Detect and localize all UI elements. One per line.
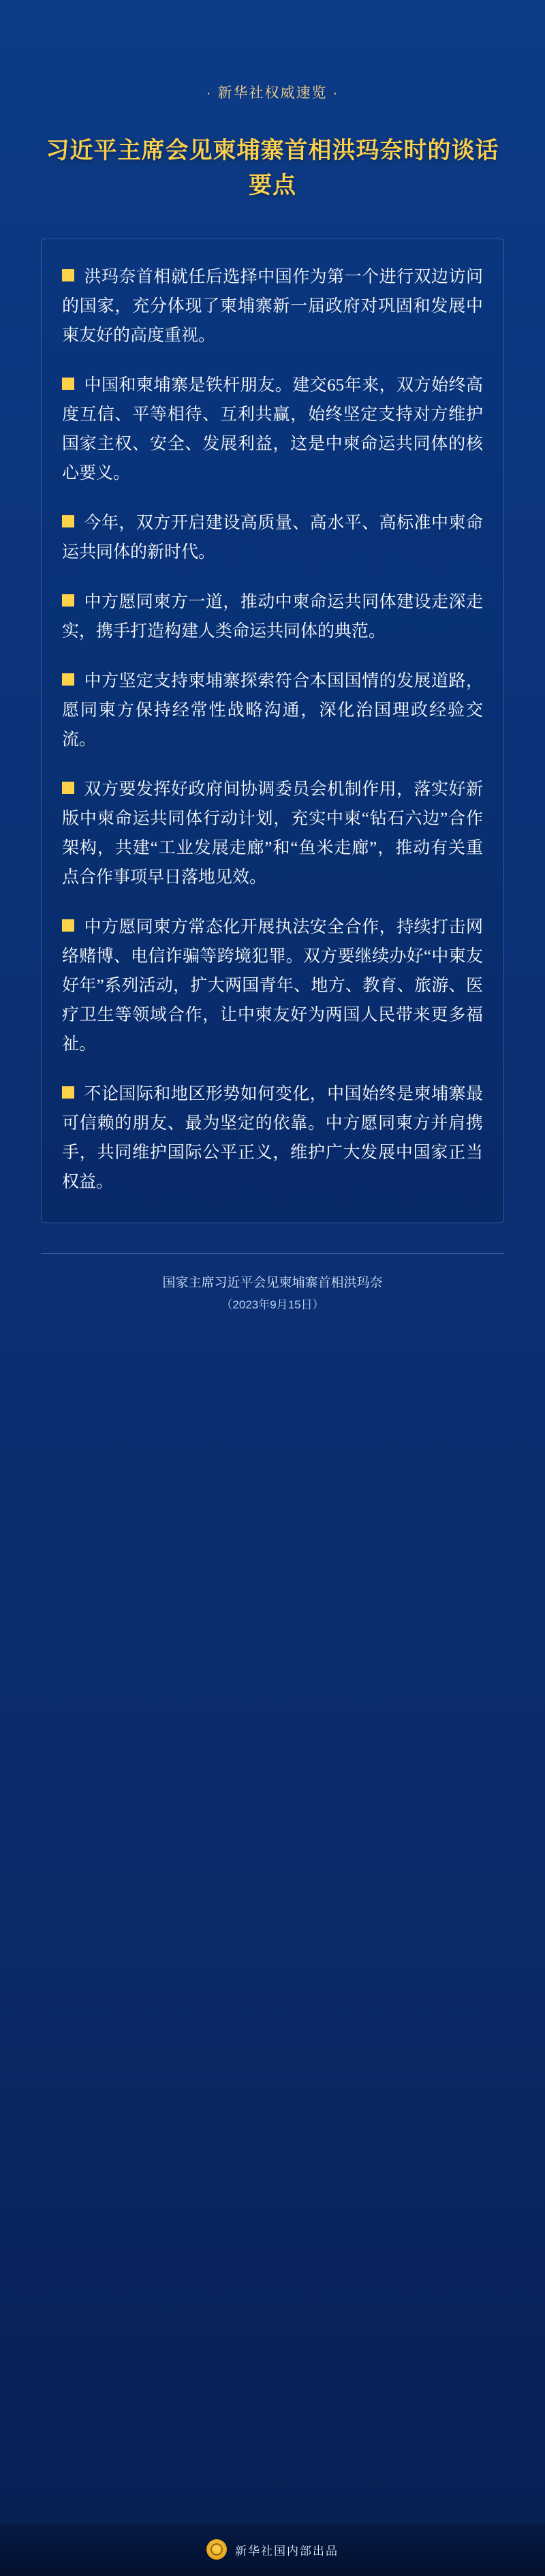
point-item bbox=[62, 371, 483, 488]
point-item bbox=[62, 587, 483, 646]
point-item bbox=[62, 666, 483, 754]
point-text: 中国和柬埔寨是铁杆朋友。建交65年来，双方始终高度互信、平等相待、互利共赢，始终坚定支持对方维护国家主权、安全、发展利益，这是中柬命运共同体的核心要义。 bbox=[62, 376, 483, 482]
page-title: 习近平主席会见柬埔寨首相洪玛奈时的谈话要点 bbox=[46, 138, 499, 198]
credit-block bbox=[41, 1253, 504, 1316]
square-bullet-icon bbox=[62, 673, 74, 686]
point-item bbox=[62, 508, 483, 567]
square-bullet-icon bbox=[62, 378, 74, 390]
xinhua-emblem-icon bbox=[206, 2539, 227, 2560]
point-item bbox=[62, 913, 483, 1059]
square-bullet-icon bbox=[62, 782, 74, 794]
point-item bbox=[62, 775, 483, 892]
point-text: 不论国际和地区形势如何变化，中国始终是柬埔寨最可信赖的朋友、最为坚定的依靠。中方愿同柬方并肩携手，共同维护国际公平正义，维护广大发展中国家正当权益。 bbox=[62, 1085, 483, 1191]
point-item bbox=[62, 262, 483, 350]
kicker-container bbox=[18, 0, 527, 102]
square-bullet-icon bbox=[62, 515, 74, 527]
point-text: 中方愿同柬方一道，推动中柬命运共同体建设走深走实，携手打造构建人类命运共同体的典范。 bbox=[62, 593, 483, 641]
credit-date: （2023年9月15日） bbox=[221, 1298, 324, 1312]
point-text: 今年，双方开启建设高质量、高水平、高标准中柬命运共同体的新时代。 bbox=[62, 514, 483, 562]
point-item bbox=[62, 1079, 483, 1197]
point-text: 洪玛奈首相就任后选择中国作为第一个进行双边访问的国家，充分体现了柬埔寨新一届政府对巩固和发展中柬友好的高度重视。 bbox=[62, 268, 483, 345]
square-bullet-icon bbox=[62, 269, 74, 281]
points-card bbox=[41, 239, 504, 1223]
square-bullet-icon bbox=[62, 919, 74, 932]
credit-caption: 国家主席习近平会见柬埔寨首相洪玛奈 bbox=[162, 1276, 383, 1290]
footer-brand: 新华社国内部出品 bbox=[235, 2544, 339, 2558]
square-bullet-icon bbox=[62, 1086, 74, 1099]
kicker-label: · 新华社权威速览 · bbox=[206, 85, 339, 101]
page-title-container bbox=[18, 102, 527, 203]
square-bullet-icon bbox=[62, 594, 74, 607]
point-text: 中方愿同柬方常态化开展执法安全合作，持续打击网络赌博、电信诈骗等跨境犯罪。双方要继续办好“中柬友好年”系列活动，扩大两国青年、地方、教育、旅游、医疗卫生等领域合作，让中柬友好为两国人民带来更多福祉。 bbox=[62, 918, 483, 1054]
point-text: 双方要发挥好政府间协调委员会机制作用，落实好新版中柬命运共同体行动计划，充实中柬“钻石六边”合作架构，共建“工业发展走廊”和“鱼米走廊”，推动有关重点合作事项早日落地见效。 bbox=[62, 780, 483, 887]
point-text: 中方坚定支持柬埔寨探索符合本国国情的发展道路，愿同柬方保持经常性战略沟通，深化治国理政经验交流。 bbox=[62, 672, 483, 749]
footer-bar bbox=[0, 2523, 545, 2576]
